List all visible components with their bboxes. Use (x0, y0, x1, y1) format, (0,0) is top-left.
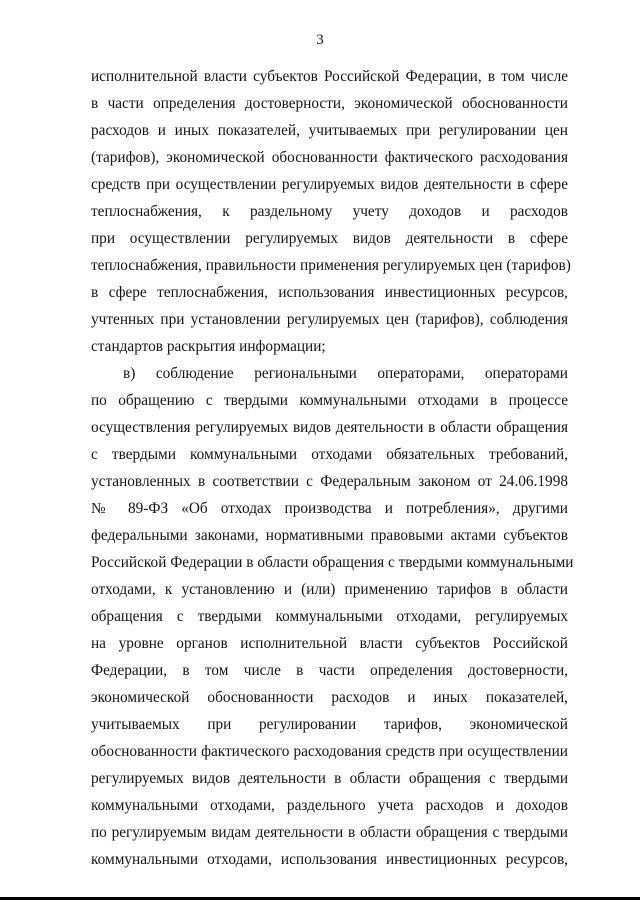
text-line: в сфере теплоснабжения, использования инвестиционных ресурсов, (91, 284, 568, 301)
text-line-paragraph-end: стандартов раскрытия информации; (91, 338, 326, 355)
text-line: № 89-ФЗ «Об отходах производства и потребления», другими (91, 500, 568, 517)
page-number: 3 (316, 32, 324, 48)
text-line: по регулируемым видам деятельности в области обращения с твердыми (91, 824, 568, 841)
text-line: при осуществлении регулируемых видов деятельности в сфере (91, 230, 568, 247)
text-line: коммунальными отходами, раздельного учета расходов и доходов (91, 797, 568, 814)
text-line: учтенных при установлении регулируемых цен (тарифов), соблюдения (91, 311, 568, 328)
text-line: теплоснабжения, правильности применения регулируемых цен (тарифов) (91, 257, 571, 274)
text-line: исполнительной власти субъектов Российской Федерации, в том числе (91, 68, 568, 85)
body-text (91, 63, 574, 873)
text-line: по обращению с твердыми коммунальными отходами в процессе (91, 392, 568, 409)
text-line: Российской Федерации в области обращения с твердыми коммунальными (91, 554, 574, 571)
text-line: обоснованности фактического расходования средств при осуществлении (91, 743, 568, 760)
text-line: теплоснабжения, к раздельному учету доходов и расходов (91, 203, 568, 220)
text-line: экономической обоснованности расходов и иных показателей, (91, 689, 568, 706)
text-line: с твердыми коммунальными отходами обязательных требований, (91, 446, 568, 463)
scan-edge-line (0, 897, 640, 900)
text-line: коммунальными отходами, использования инвестиционных ресурсов, (91, 851, 568, 868)
text-line: средств при осуществлении регулируемых видов деятельности в сфере (91, 176, 568, 193)
text-line-paragraph-start: в) соблюдение региональными операторами, операторами (123, 365, 568, 382)
text-line: на уровне органов исполнительной власти субъектов Российской (91, 635, 568, 652)
text-line: Федерации, в том числе в части определения достоверности, (91, 662, 568, 679)
text-line: установленных в соответствии с Федеральным законом от 24.06.1998 (91, 473, 568, 490)
text-line: федеральными законами, нормативными правовыми актами субъектов (91, 527, 568, 544)
text-line: (тарифов), экономической обоснованности фактического расходования (91, 149, 568, 166)
text-line: регулируемых видов деятельности в области обращения с твердыми (91, 770, 568, 787)
text-line: расходов и иных показателей, учитываемых при регулировании цен (91, 122, 568, 139)
text-line: учитываемых при регулировании тарифов, экономической (91, 716, 568, 733)
text-line: отходами, к установлению и (или) применению тарифов в области (91, 581, 568, 598)
text-line: осуществления регулируемых видов деятельности в области обращения (91, 419, 568, 436)
text-line: обращения с твердыми коммунальными отходами, регулируемых (91, 608, 568, 625)
text-line: в части определения достоверности, экономической обоснованности (91, 95, 568, 112)
